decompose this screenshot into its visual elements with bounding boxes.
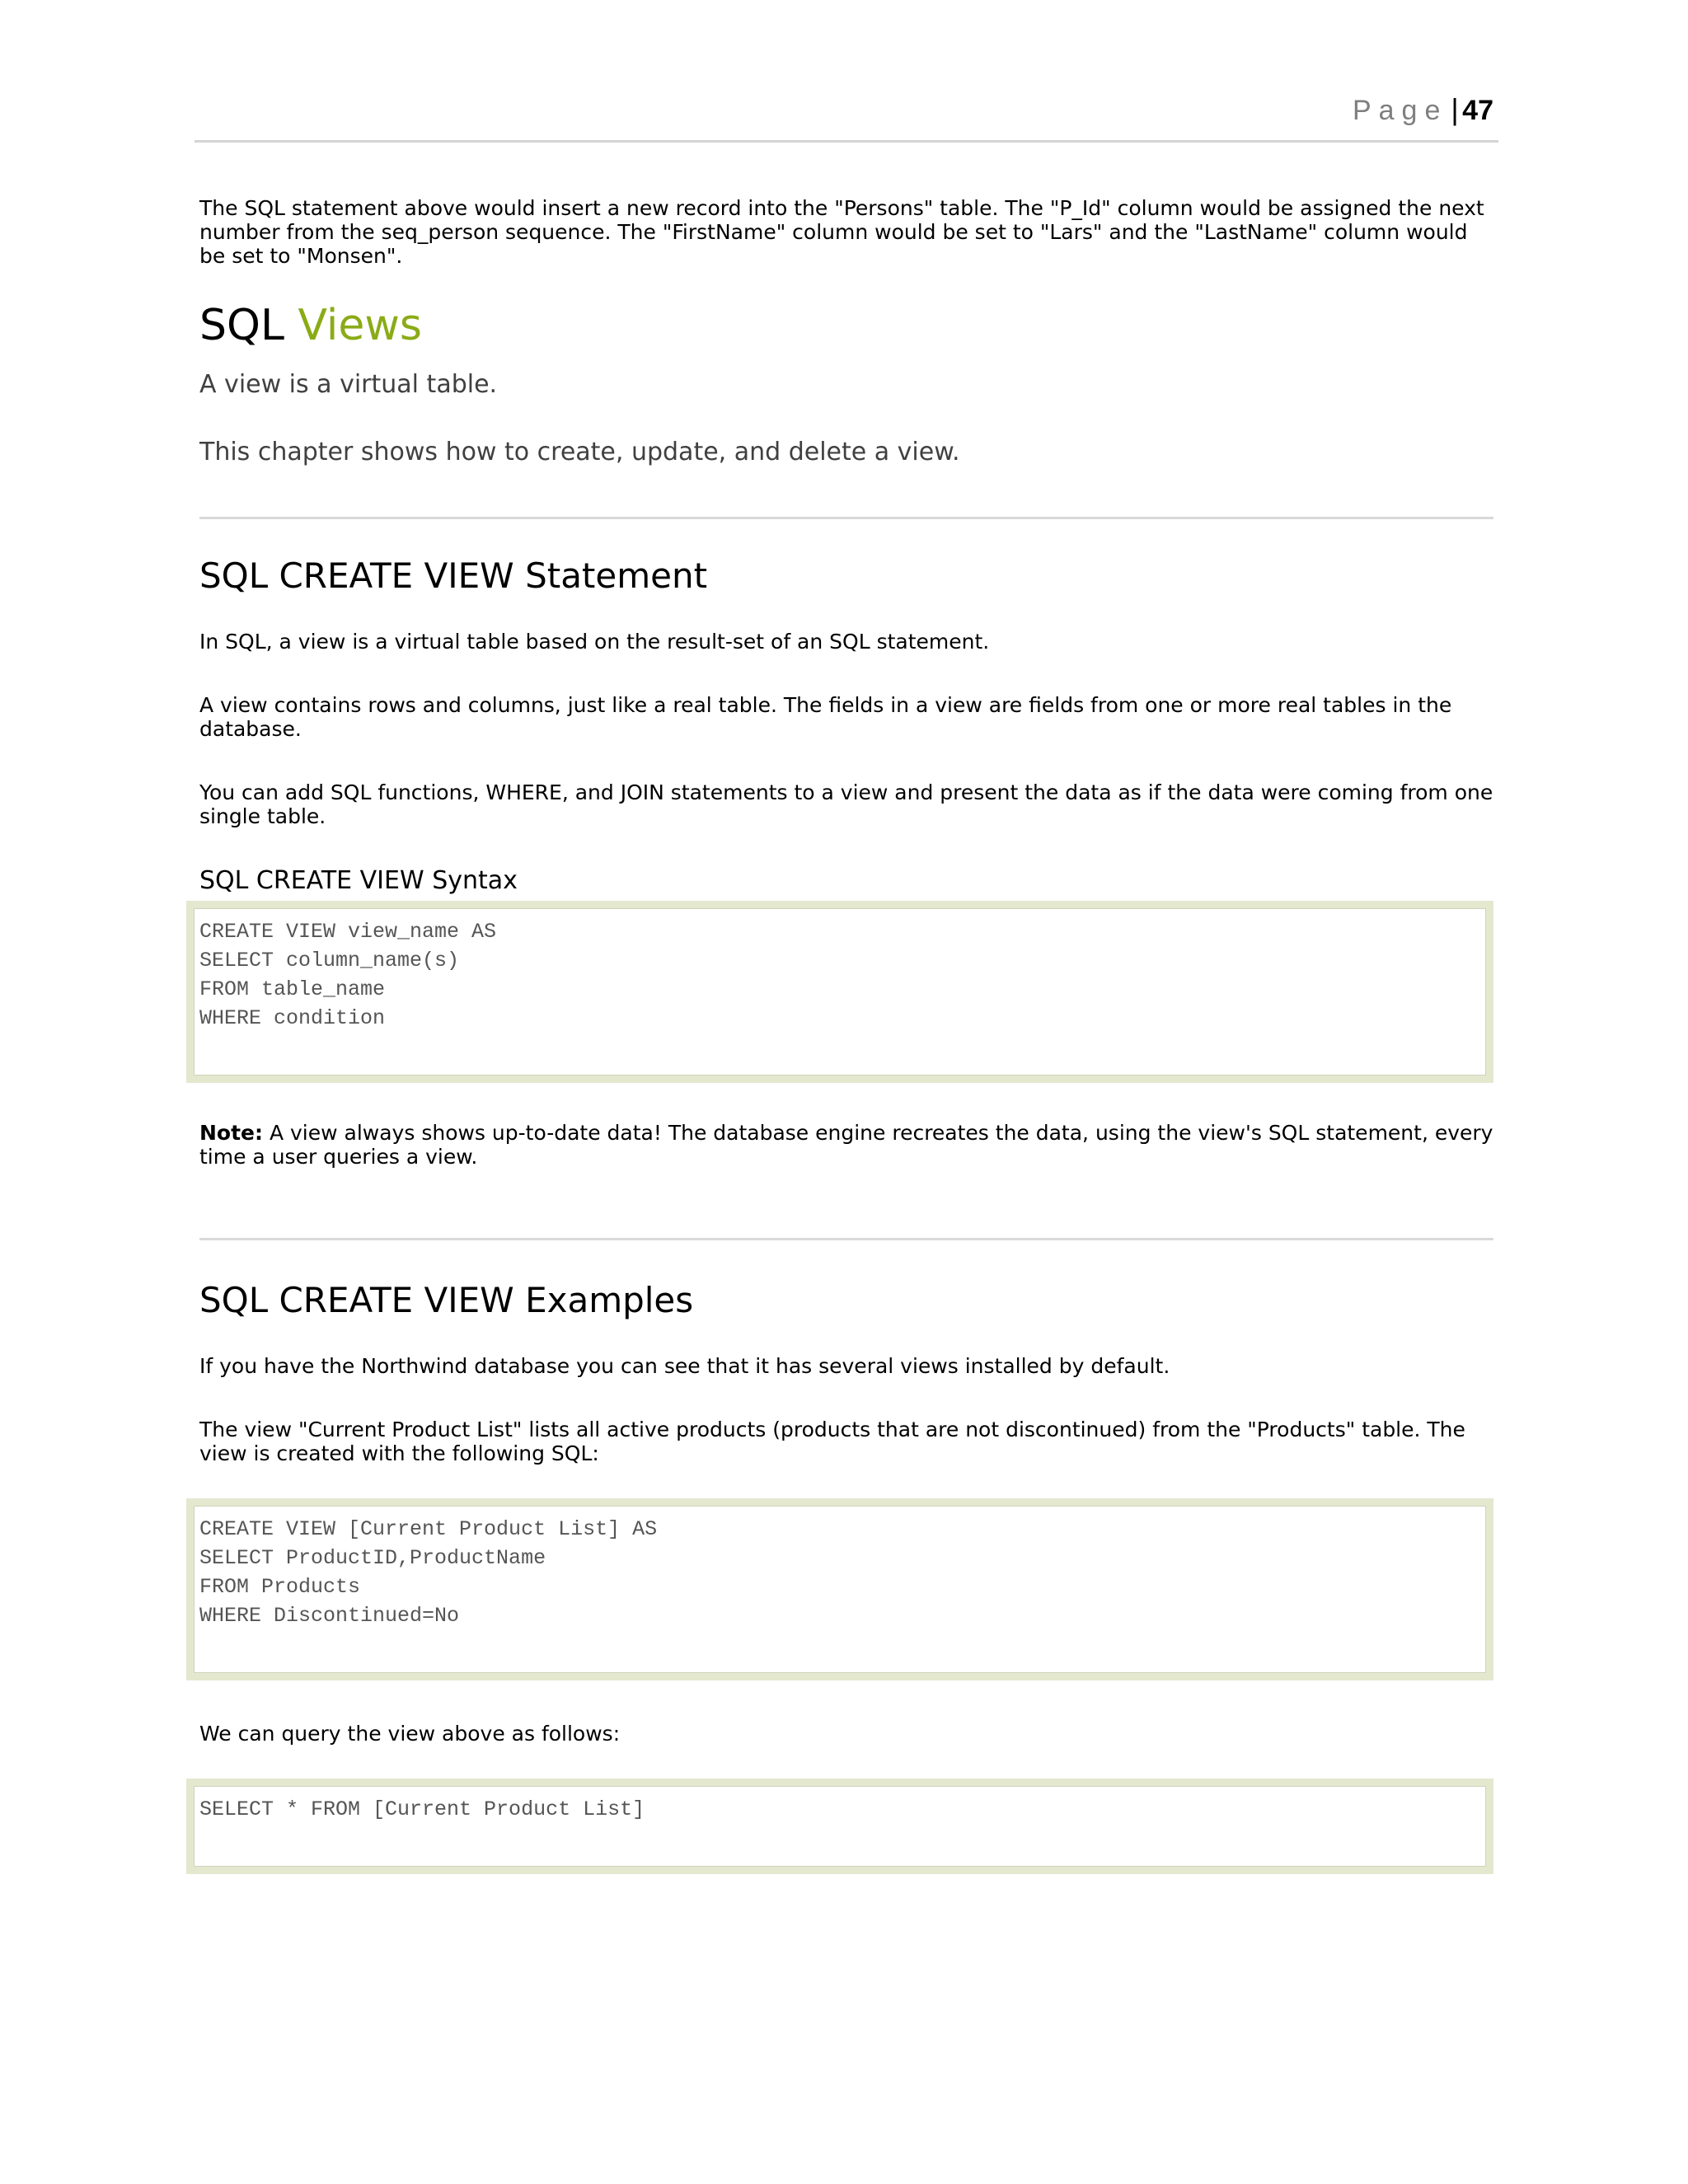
page-content: [199, 196, 1493, 1874]
section-1-paragraph-2: A view contains rows and columns, just like a real table. The fields in a view are fields from one or more real tables in the database.: [199, 693, 1452, 741]
syntax-heading: SQL CREATE VIEW Syntax: [199, 866, 518, 895]
example-code-block: [186, 1498, 1493, 1680]
section-2-paragraph-2: The view "Current Product List" lists all active products (products that are not discontinued) from the "Products" table. The view is created with the following SQL:: [199, 1418, 1465, 1465]
code-line-blank: [199, 1630, 1480, 1659]
code-line: WHERE Discontinued=No: [199, 1604, 460, 1628]
code-line: SELECT ProductID,ProductName: [199, 1546, 546, 1570]
section-heading-create-view-examples: SQL CREATE VIEW Examples: [199, 1280, 694, 1320]
lead-paragraph-2: This chapter shows how to create, update, and delete a view.: [199, 438, 960, 466]
page-header: [195, 92, 1498, 143]
code-line: SELECT * FROM [Current Product List]: [199, 1797, 645, 1821]
note-label: Note:: [199, 1121, 264, 1145]
section-1-paragraph-3: You can add SQL functions, WHERE, and JOIN statements to a view and present the data as if the data were coming from one single table.: [199, 780, 1493, 828]
page-label: Page: [1352, 95, 1448, 126]
query-code-block: [186, 1779, 1493, 1874]
section-1-paragraph-1: In SQL, a view is a virtual table based on the result-set of an SQL statement.: [199, 630, 990, 654]
code-line-blank: [199, 1824, 1480, 1853]
query-code-content[interactable]: [194, 1786, 1486, 1867]
page-number: 47: [1462, 95, 1493, 126]
lead-paragraph-1: A view is a virtual table.: [199, 370, 498, 399]
section-2-paragraph-1: If you have the Northwind database you can see that it has several views installed by default.: [199, 1354, 1170, 1378]
title-accent: Views: [298, 301, 422, 350]
section-heading-create-view-statement: SQL CREATE VIEW Statement: [199, 555, 708, 596]
code-line: WHERE condition: [199, 1006, 386, 1030]
section-2-paragraph-3: We can query the view above as follows:: [199, 1722, 621, 1746]
page-separator: |: [1451, 92, 1459, 126]
code-line: SELECT column_name(s): [199, 949, 460, 972]
code-line: FROM Products: [199, 1575, 361, 1599]
intro-paragraph: The SQL statement above would insert a new record into the "Persons" table. The "P_Id" column would be assigned the next number from the seq_person sequence. The "FirstName" column would be set to "Lars" and the "LastName" column would be set to "Monsen".: [199, 196, 1484, 268]
title-prefix: SQL: [199, 301, 284, 350]
note-paragraph: [199, 1121, 1493, 1169]
example-code-content[interactable]: [194, 1506, 1486, 1673]
page-title: [199, 301, 1493, 350]
syntax-code-content[interactable]: [194, 908, 1486, 1076]
note-text: A view always shows up-to-date data! The database engine recreates the data, using the view's SQL statement, every time a user queries a view.: [199, 1121, 1493, 1169]
code-line: CREATE VIEW [Current Product List] AS: [199, 1517, 658, 1541]
syntax-code-block: [186, 901, 1493, 1083]
code-line-blank: [199, 1033, 1480, 1062]
code-line: CREATE VIEW view_name AS: [199, 920, 497, 944]
code-line: FROM table_name: [199, 977, 386, 1001]
